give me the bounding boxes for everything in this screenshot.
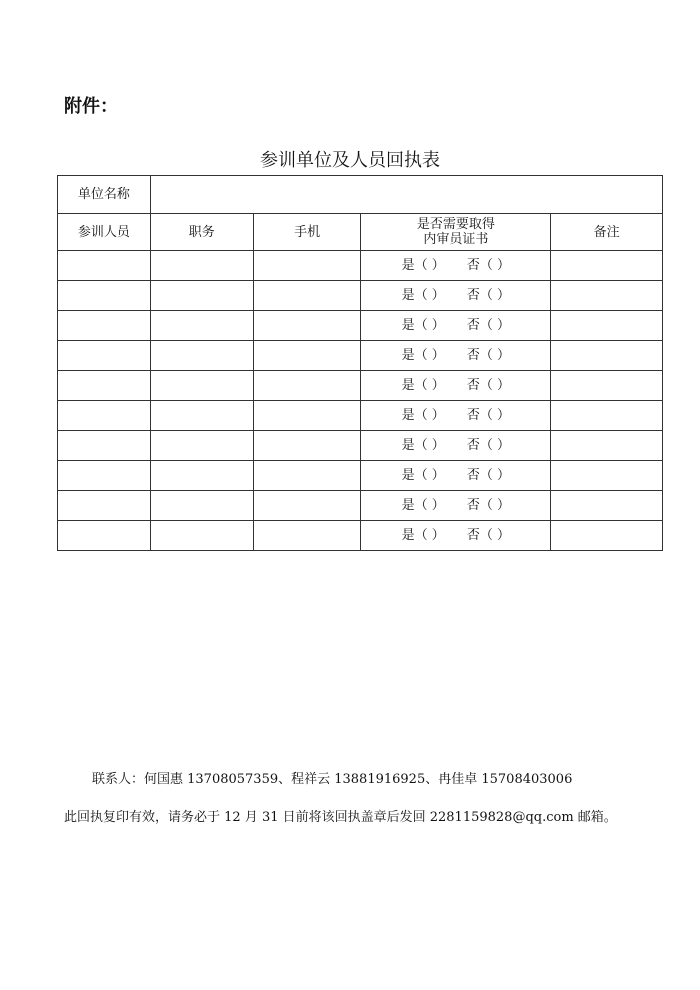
header-participant: 参训人员	[58, 214, 151, 251]
remarks-cell[interactable]	[551, 521, 663, 551]
certificate-cell	[361, 281, 551, 311]
participant-cell[interactable]	[58, 431, 151, 461]
yes-option[interactable]: 是（ ）	[401, 318, 445, 333]
note-line: 此回执复印有效，请务必于 12 月 31 日前将该回执盖章后发回 2281159828@qq.com 邮箱。	[64, 810, 617, 825]
yes-option[interactable]: 是（ ）	[401, 348, 445, 363]
yes-option[interactable]: 是（ ）	[401, 378, 445, 393]
certificate-cell	[361, 251, 551, 281]
no-option[interactable]: 否（ ）	[466, 468, 510, 483]
unit-name-label: 单位名称	[58, 176, 151, 214]
remarks-cell[interactable]	[551, 281, 663, 311]
yes-option[interactable]: 是（ ）	[401, 498, 445, 513]
phone-cell[interactable]	[253, 281, 361, 311]
participant-cell[interactable]	[58, 461, 151, 491]
participant-cell[interactable]	[58, 311, 151, 341]
participant-cell[interactable]	[58, 251, 151, 281]
phone-cell[interactable]	[253, 461, 361, 491]
certificate-cell	[361, 311, 551, 341]
yes-option[interactable]: 是（ ）	[401, 438, 445, 453]
position-cell[interactable]	[150, 341, 253, 371]
header-certificate-line1: 是否需要取得	[416, 217, 495, 232]
position-cell[interactable]	[150, 251, 253, 281]
no-option[interactable]: 否（ ）	[466, 438, 510, 453]
remarks-cell[interactable]	[551, 431, 663, 461]
table-row	[58, 281, 663, 311]
no-option[interactable]: 否（ ）	[466, 318, 510, 333]
no-option[interactable]: 否（ ）	[466, 498, 510, 513]
phone-cell[interactable]	[253, 431, 361, 461]
certificate-cell	[361, 431, 551, 461]
header-row	[58, 214, 663, 251]
phone-cell[interactable]	[253, 341, 361, 371]
no-option[interactable]: 否（ ）	[466, 258, 510, 273]
unit-name-row	[58, 176, 663, 214]
contact-line: 联系人：何国惠 13708057359、程祥云 13881916925、冉佳卓 15708403006	[92, 772, 573, 787]
participant-cell[interactable]	[58, 281, 151, 311]
header-remarks: 备注	[551, 214, 663, 251]
phone-cell[interactable]	[253, 521, 361, 551]
participant-cell[interactable]	[58, 491, 151, 521]
table-row	[58, 521, 663, 551]
position-cell[interactable]	[150, 281, 253, 311]
table-row	[58, 461, 663, 491]
certificate-cell	[361, 521, 551, 551]
table-row	[58, 251, 663, 281]
certificate-cell	[361, 371, 551, 401]
position-cell[interactable]	[150, 491, 253, 521]
header-certificate-line2: 内审员证书	[423, 232, 489, 247]
remarks-cell[interactable]	[551, 401, 663, 431]
yes-option[interactable]: 是（ ）	[401, 468, 445, 483]
table-row	[58, 491, 663, 521]
participant-cell[interactable]	[58, 521, 151, 551]
table-row	[58, 401, 663, 431]
no-option[interactable]: 否（ ）	[466, 348, 510, 363]
header-certificate	[361, 214, 551, 251]
position-cell[interactable]	[150, 521, 253, 551]
participant-cell[interactable]	[58, 401, 151, 431]
certificate-cell	[361, 491, 551, 521]
table-row	[58, 371, 663, 401]
participant-cell[interactable]	[58, 371, 151, 401]
position-cell[interactable]	[150, 461, 253, 491]
remarks-cell[interactable]	[551, 251, 663, 281]
certificate-cell	[361, 341, 551, 371]
table-row	[58, 341, 663, 371]
participant-cell[interactable]	[58, 341, 151, 371]
phone-cell[interactable]	[253, 311, 361, 341]
position-cell[interactable]	[150, 431, 253, 461]
phone-cell[interactable]	[253, 401, 361, 431]
certificate-cell	[361, 401, 551, 431]
position-cell[interactable]	[150, 311, 253, 341]
phone-cell[interactable]	[253, 491, 361, 521]
yes-option[interactable]: 是（ ）	[401, 258, 445, 273]
unit-name-input[interactable]	[150, 176, 662, 214]
yes-option[interactable]: 是（ ）	[401, 288, 445, 303]
position-cell[interactable]	[150, 371, 253, 401]
header-position: 职务	[150, 214, 253, 251]
yes-option[interactable]: 是（ ）	[401, 528, 445, 543]
header-phone: 手机	[253, 214, 361, 251]
phone-cell[interactable]	[253, 251, 361, 281]
remarks-cell[interactable]	[551, 491, 663, 521]
certificate-cell	[361, 461, 551, 491]
phone-cell[interactable]	[253, 371, 361, 401]
table-row	[58, 311, 663, 341]
form-title: 参训单位及人员回执表	[260, 150, 440, 171]
no-option[interactable]: 否（ ）	[466, 408, 510, 423]
no-option[interactable]: 否（ ）	[466, 378, 510, 393]
table-row	[58, 431, 663, 461]
yes-option[interactable]: 是（ ）	[401, 408, 445, 423]
remarks-cell[interactable]	[551, 461, 663, 491]
receipt-table	[57, 175, 663, 551]
no-option[interactable]: 否（ ）	[466, 528, 510, 543]
no-option[interactable]: 否（ ）	[466, 288, 510, 303]
remarks-cell[interactable]	[551, 371, 663, 401]
position-cell[interactable]	[150, 401, 253, 431]
remarks-cell[interactable]	[551, 341, 663, 371]
remarks-cell[interactable]	[551, 311, 663, 341]
attachment-label: 附件：	[64, 96, 118, 117]
